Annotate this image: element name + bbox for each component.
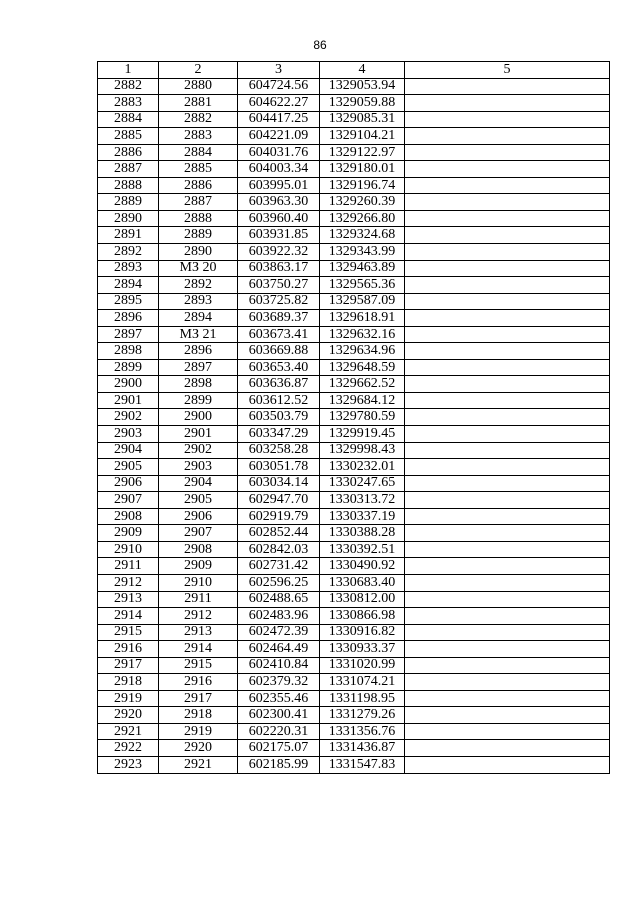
table-cell-col-4: 1329059.88 [320,95,405,112]
table-cell-col-1: 2886 [98,144,159,161]
table-cell-col-5 [405,144,610,161]
table-cell-col-2: 2900 [159,409,238,426]
table-cell-col-4: 1331020.99 [320,657,405,674]
table-cell-col-5 [405,409,610,426]
table-cell-col-1: 2911 [98,558,159,575]
table-row [98,756,610,773]
table-cell-col-2: 2921 [159,756,238,773]
table-cell-col-5 [405,608,610,625]
table-cell-col-3: 602185.99 [238,756,320,773]
table-row [98,392,610,409]
table-cell-col-1: 2892 [98,244,159,261]
table-cell-col-4: 1330683.40 [320,574,405,591]
table-header-row [98,62,610,79]
table-cell-col-2: 2888 [159,210,238,227]
table-row [98,376,610,393]
table-cell-col-3: 603051.78 [238,459,320,476]
table-cell-col-1: 2908 [98,508,159,525]
table-cell-col-3: 602919.79 [238,508,320,525]
table-cell-col-5 [405,210,610,227]
table-cell-col-3: 603922.32 [238,244,320,261]
table-cell-col-4: 1329324.68 [320,227,405,244]
table-cell-col-3: 604003.34 [238,161,320,178]
table-cell-col-5 [405,591,610,608]
table-cell-col-1: 2917 [98,657,159,674]
table-cell-col-3: 603612.52 [238,392,320,409]
table-cell-col-3: 604417.25 [238,111,320,128]
table-cell-col-1: 2904 [98,442,159,459]
table-row [98,707,610,724]
table-cell-col-2: 2918 [159,707,238,724]
table-row [98,277,610,294]
table-cell-col-4: 1329196.74 [320,177,405,194]
table-cell-col-2: 2882 [159,111,238,128]
table-row [98,674,610,691]
table-cell-col-5 [405,442,610,459]
table-cell-col-1: 2918 [98,674,159,691]
table-cell-col-3: 602483.96 [238,608,320,625]
table-cell-col-3: 602410.84 [238,657,320,674]
table-cell-col-3: 602596.25 [238,574,320,591]
table-cell-col-4: 1331279.26 [320,707,405,724]
table-cell-col-1: 2903 [98,426,159,443]
table-cell-col-1: 2883 [98,95,159,112]
table-cell-col-5 [405,492,610,509]
table-cell-col-1: 2909 [98,525,159,542]
table-cell-col-5 [405,343,610,360]
table-cell-col-2: 2912 [159,608,238,625]
table-cell-col-5 [405,525,610,542]
table-cell-col-3: 603347.29 [238,426,320,443]
table-row [98,508,610,525]
table-cell-col-5 [405,426,610,443]
table-cell-col-5 [405,508,610,525]
table-cell-col-4: 1329780.59 [320,409,405,426]
table-row [98,492,610,509]
table-cell-col-3: 603673.41 [238,326,320,343]
table-cell-col-5 [405,723,610,740]
table-cell-col-1: 2916 [98,641,159,658]
table-cell-col-2: 2916 [159,674,238,691]
table-cell-col-4: 1331547.83 [320,756,405,773]
table-cell-col-1: 2887 [98,161,159,178]
table-row [98,128,610,145]
table-cell-col-5 [405,326,610,343]
table-row [98,359,610,376]
page-number: 86 [313,38,327,52]
table-cell-col-3: 604724.56 [238,78,320,95]
table-cell-col-5 [405,376,610,393]
table-row [98,740,610,757]
table-cell-col-3: 604622.27 [238,95,320,112]
table-cell-col-3: 602947.70 [238,492,320,509]
table-cell-col-4: 1331198.95 [320,690,405,707]
table-row [98,161,610,178]
table-cell-col-4: 1330388.28 [320,525,405,542]
table-cell-col-5 [405,260,610,277]
table-cell-col-5 [405,95,610,112]
table-row [98,574,610,591]
table-cell-col-4: 1329648.59 [320,359,405,376]
table-row [98,210,610,227]
table-cell-col-4: 1329122.97 [320,144,405,161]
table-cell-col-1: 2897 [98,326,159,343]
table-cell-col-2: 2902 [159,442,238,459]
table-row [98,95,610,112]
table-cell-col-2: 2909 [159,558,238,575]
table-cell-col-1: 2912 [98,574,159,591]
table-cell-col-3: 603503.79 [238,409,320,426]
table-cell-col-5 [405,194,610,211]
table-cell-col-3: 603258.28 [238,442,320,459]
table-cell-col-4: 1329587.09 [320,293,405,310]
table-cell-col-2: 2911 [159,591,238,608]
table-cell-col-3: 603669.88 [238,343,320,360]
table-cell-col-4: 1329180.01 [320,161,405,178]
table-cell-col-2: 2894 [159,310,238,327]
table-row [98,690,610,707]
table-row [98,426,610,443]
table-cell-col-2: 2910 [159,574,238,591]
table-cell-col-1: 2895 [98,293,159,310]
table-cell-col-1: 2913 [98,591,159,608]
table-cell-col-3: 602842.03 [238,541,320,558]
table-cell-col-5 [405,161,610,178]
table-row [98,293,610,310]
table-cell-col-3: 602472.39 [238,624,320,641]
table-cell-col-2: 2915 [159,657,238,674]
table-cell-col-2: 2914 [159,641,238,658]
table-cell-col-2: 2893 [159,293,238,310]
table-row [98,608,610,625]
table-cell-col-5 [405,690,610,707]
table-cell-col-1: 2920 [98,707,159,724]
table-cell-col-4: 1330232.01 [320,459,405,476]
table-row [98,260,610,277]
table-cell-col-2: 2901 [159,426,238,443]
table-cell-col-1: 2891 [98,227,159,244]
table-cell-col-4: 1330866.98 [320,608,405,625]
table-cell-col-1: 2894 [98,277,159,294]
table-cell-col-2: 2903 [159,459,238,476]
table-cell-col-2: 2897 [159,359,238,376]
table-cell-col-1: 2889 [98,194,159,211]
coordinates-table [97,61,610,774]
table-cell-col-4: 1329266.80 [320,210,405,227]
table-cell-col-1: 2922 [98,740,159,757]
table-row [98,475,610,492]
table-cell-col-1: 2885 [98,128,159,145]
table-cell-col-4: 1329085.31 [320,111,405,128]
table-cell-col-4: 1330337.19 [320,508,405,525]
table-cell-col-3: 604221.09 [238,128,320,145]
table-cell-col-1: 2896 [98,310,159,327]
table-cell-col-3: 604031.76 [238,144,320,161]
table-cell-col-4: 1329618.91 [320,310,405,327]
table-cell-col-2: 2896 [159,343,238,360]
table-cell-col-2: 2880 [159,78,238,95]
table-cell-col-5 [405,277,610,294]
table-cell-col-3: 603863.17 [238,260,320,277]
table-cell-col-1: 2906 [98,475,159,492]
table-cell-col-3: 602175.07 [238,740,320,757]
table-cell-col-5 [405,244,610,261]
table-row [98,558,610,575]
table-cell-col-2: 2904 [159,475,238,492]
table-cell-col-5 [405,111,610,128]
column-header-5: 5 [405,62,610,79]
table-cell-col-1: 2921 [98,723,159,740]
table-cell-col-2: 2883 [159,128,238,145]
table-cell-col-3: 602220.31 [238,723,320,740]
table-row [98,194,610,211]
table-cell-col-5 [405,475,610,492]
table-row [98,227,610,244]
table-row [98,624,610,641]
table-cell-col-5 [405,227,610,244]
table-cell-col-5 [405,707,610,724]
table-cell-col-5 [405,657,610,674]
table-cell-col-2: 2917 [159,690,238,707]
table-row [98,442,610,459]
table-cell-col-3: 603653.40 [238,359,320,376]
table-cell-col-2: 2905 [159,492,238,509]
table-cell-col-5 [405,78,610,95]
table-cell-col-3: 602731.42 [238,558,320,575]
table-cell-col-4: 1331356.76 [320,723,405,740]
table-cell-col-1: 2899 [98,359,159,376]
table-cell-col-3: 602852.44 [238,525,320,542]
table-cell-col-4: 1330313.72 [320,492,405,509]
table-row [98,657,610,674]
table-cell-col-3: 602488.65 [238,591,320,608]
table-cell-col-1: 2923 [98,756,159,773]
table-cell-col-5 [405,128,610,145]
table-cell-col-4: 1330933.37 [320,641,405,658]
table-cell-col-5 [405,756,610,773]
table-cell-col-4: 1329053.94 [320,78,405,95]
table-cell-col-4: 1330490.92 [320,558,405,575]
table-cell-col-1: 2914 [98,608,159,625]
table-cell-col-3: 602355.46 [238,690,320,707]
table-cell-col-4: 1329919.45 [320,426,405,443]
column-header-1: 1 [98,62,159,79]
table-row [98,459,610,476]
table-cell-col-5 [405,624,610,641]
table-cell-col-5 [405,740,610,757]
table-cell-col-2: 2913 [159,624,238,641]
table-cell-col-1: 2915 [98,624,159,641]
table-cell-col-4: 1331074.21 [320,674,405,691]
table-cell-col-5 [405,177,610,194]
table-cell-col-4: 1330392.51 [320,541,405,558]
table-cell-col-2: 2886 [159,177,238,194]
table-cell-col-1: 2888 [98,177,159,194]
table-row [98,591,610,608]
table-row [98,409,610,426]
table-cell-col-1: 2898 [98,343,159,360]
table-cell-col-3: 603960.40 [238,210,320,227]
table-cell-col-4: 1331436.87 [320,740,405,757]
table-cell-col-2: 2881 [159,95,238,112]
table-cell-col-1: 2902 [98,409,159,426]
table-row [98,541,610,558]
table-cell-col-5 [405,359,610,376]
table-cell-col-2: 2920 [159,740,238,757]
column-header-2: 2 [159,62,238,79]
table-row [98,244,610,261]
table-cell-col-2: 2892 [159,277,238,294]
table-cell-col-1: 2910 [98,541,159,558]
column-header-4: 4 [320,62,405,79]
table-cell-col-1: 2907 [98,492,159,509]
table-cell-col-2: 2885 [159,161,238,178]
table-row [98,641,610,658]
table-cell-col-4: 1329104.21 [320,128,405,145]
table-cell-col-2: 2887 [159,194,238,211]
table-cell-col-3: 602300.41 [238,707,320,724]
table-cell-col-5 [405,641,610,658]
table-cell-col-5 [405,541,610,558]
table-cell-col-3: 603750.27 [238,277,320,294]
table-cell-col-4: 1329463.89 [320,260,405,277]
table-cell-col-1: 2900 [98,376,159,393]
table-cell-col-4: 1329343.99 [320,244,405,261]
table-cell-col-4: 1330812.00 [320,591,405,608]
table-cell-col-5 [405,293,610,310]
table-row [98,177,610,194]
table-cell-col-1: 2901 [98,392,159,409]
table-cell-col-5 [405,674,610,691]
table-cell-col-4: 1329260.39 [320,194,405,211]
table-row [98,310,610,327]
table-cell-col-3: 603034.14 [238,475,320,492]
table-cell-col-4: 1329998.43 [320,442,405,459]
table-cell-col-5 [405,310,610,327]
table-cell-col-2: 2906 [159,508,238,525]
table-cell-col-2: 2890 [159,244,238,261]
table-row [98,144,610,161]
table-cell-col-1: 2882 [98,78,159,95]
table-row [98,343,610,360]
table-cell-col-2: МЗ 20 [159,260,238,277]
table-cell-col-5 [405,558,610,575]
table-cell-col-2: 2898 [159,376,238,393]
table-cell-col-2: 2899 [159,392,238,409]
column-header-3: 3 [238,62,320,79]
table-cell-col-1: 2905 [98,459,159,476]
table-row [98,326,610,343]
table-cell-col-3: 602464.49 [238,641,320,658]
table-row [98,78,610,95]
table-cell-col-1: 2890 [98,210,159,227]
table-cell-col-3: 603963.30 [238,194,320,211]
table-cell-col-3: 603995.01 [238,177,320,194]
table-cell-col-5 [405,392,610,409]
table-row [98,723,610,740]
table-cell-col-2: 2919 [159,723,238,740]
table-cell-col-1: 2893 [98,260,159,277]
table-cell-col-1: 2884 [98,111,159,128]
table-cell-col-2: 2908 [159,541,238,558]
table-cell-col-5 [405,574,610,591]
table-cell-col-4: 1329565.36 [320,277,405,294]
table-cell-col-2: 2907 [159,525,238,542]
table-cell-col-5 [405,459,610,476]
table-row [98,525,610,542]
table-cell-col-4: 1330247.65 [320,475,405,492]
table-cell-col-2: МЗ 21 [159,326,238,343]
table-cell-col-1: 2919 [98,690,159,707]
table-cell-col-3: 603689.37 [238,310,320,327]
table-cell-col-3: 603725.82 [238,293,320,310]
table-cell-col-4: 1330916.82 [320,624,405,641]
table-body [98,78,610,773]
table-cell-col-4: 1329634.96 [320,343,405,360]
table-cell-col-4: 1329684.12 [320,392,405,409]
table-cell-col-3: 603636.87 [238,376,320,393]
table-cell-col-3: 602379.32 [238,674,320,691]
table-cell-col-2: 2884 [159,144,238,161]
table-row [98,111,610,128]
table-cell-col-4: 1329662.52 [320,376,405,393]
table-cell-col-2: 2889 [159,227,238,244]
table-cell-col-3: 603931.85 [238,227,320,244]
table-cell-col-4: 1329632.16 [320,326,405,343]
